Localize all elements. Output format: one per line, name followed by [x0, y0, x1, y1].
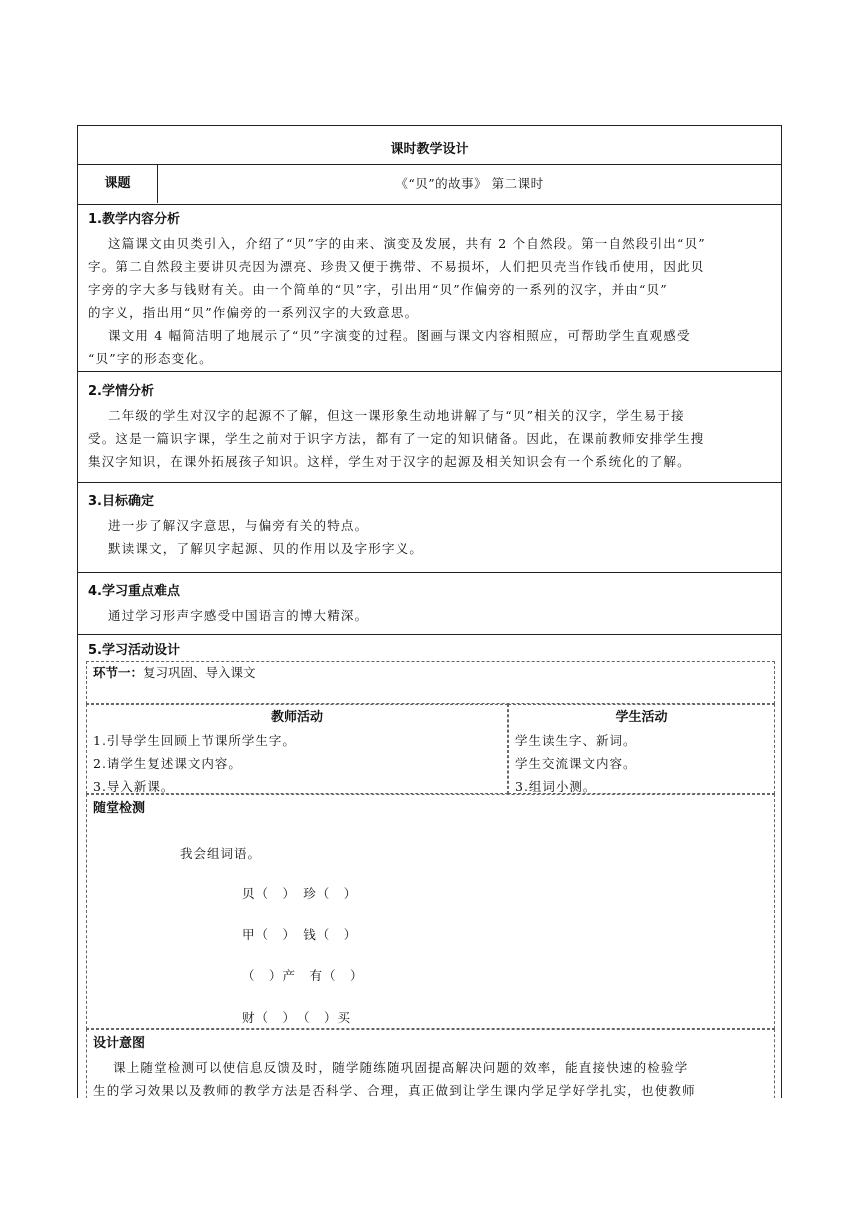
divider: [78, 482, 781, 483]
section-heading: 2.学情分析: [88, 384, 154, 399]
paragraph-line: 默读课文，了解贝字起源、贝的作用以及字形字义。: [108, 541, 424, 556]
paragraph-line: 生的学习效果以及教师的教学方法是否科学、合理，真正做到让学生课内学足学好学扎实，也使教师: [93, 1083, 696, 1098]
section-heading: 3.目标确定: [88, 494, 154, 509]
section-heading: 1.教学内容分析: [88, 212, 180, 227]
design-text: [87, 1056, 774, 1098]
section-goals: [78, 492, 781, 560]
section-heading: 5.学习活动设计: [88, 643, 180, 658]
paragraph-line: 字旁的字大多与钱财有关。由一个简单的“贝”字，引出用“贝”作偏旁的一系列的汉字，并由“贝”: [88, 282, 668, 297]
teacher-activity-item: 3.导入新课。: [93, 779, 175, 794]
divider: [78, 634, 781, 635]
document-title: 课时教学设计: [390, 142, 469, 157]
divider: [78, 204, 781, 205]
paragraph-line: “贝”字的形态变化。: [88, 351, 213, 366]
design-heading: 设计意图: [93, 1036, 146, 1051]
student-activity-cell: [508, 704, 775, 794]
quiz-box: [86, 794, 775, 1029]
paragraph-line: 课上随堂检测可以使信息反馈及时，随学随练随巩固提高解决问题的效率，能直接快速的检验学: [113, 1060, 689, 1075]
paragraph-line: 字。第二自然段主要讲贝壳因为漂亮、珍贵又便于携带、不易损坏，人们把贝壳当作钱币使用，因此贝: [88, 259, 705, 274]
stage-box: [86, 661, 775, 704]
student-activity-item: 3.组词小测。: [515, 779, 597, 794]
section-heading: 4.学习重点难点: [88, 584, 180, 599]
quiz-item: 甲（ ） 钱（ ）: [242, 927, 358, 942]
design-intent-box: [86, 1029, 775, 1098]
student-activity-item: 学生交流课文内容。: [515, 756, 637, 771]
paragraph-line: 进一步了解汉字意思，与偏旁有关的特点。: [108, 518, 369, 533]
student-activity-item: 学生读生字、新词。: [515, 733, 637, 748]
topic-label: 课题: [78, 164, 158, 203]
stage-title: [87, 662, 774, 684]
quiz-item: 财（ ） （ ）买: [242, 1010, 352, 1025]
teacher-activity-item: 2.请学生复述课文内容。: [93, 756, 242, 771]
paragraph-line: 受。这是一篇识字课，学生之前对于识字方法，都有了一定的知识储备。因此，在课前教师安排学生搜: [88, 431, 705, 446]
divider: [78, 572, 781, 573]
stage-text: 复习巩固、导入课文: [143, 665, 256, 680]
paragraph-line: 集汉字知识，在课外拓展孩子知识。这样，学生对于汉字的起源及相关知识会有一个系统化的了解。: [88, 454, 691, 469]
topic-value: 《“贝”的故事》 第二课时: [395, 176, 544, 191]
quiz-item: （ ）产 有（ ）: [242, 968, 364, 983]
lesson-plan-table: [77, 125, 782, 1098]
stage-label: 环节一：: [93, 665, 144, 680]
section-student-analysis: [78, 382, 781, 473]
divider: [78, 371, 781, 372]
paragraph-line: 课文用 4 幅简洁明了地展示了“贝”字演变的过程。图画与课文内容相照应，可帮助学生直观感受: [108, 328, 691, 343]
section-activity: [78, 641, 781, 661]
quiz-item: 贝（ ） 珍（ ）: [242, 886, 358, 901]
quiz-intro: 我会组词语。: [180, 846, 262, 861]
quiz-heading: 随堂检测: [93, 801, 146, 816]
paragraph-line: 这篇课文由贝类引入，介绍了“贝”字的由来、演变及发展，共有 2 个自然段。第一自然段引出“贝”: [108, 236, 706, 251]
teacher-activity-cell: [86, 704, 508, 794]
teacher-activity-item: 1.引导学生回顾上节课所学生字。: [93, 733, 296, 748]
paragraph-line: 的字义，指出用“贝”作偏旁的一系列汉字的大致意思。: [88, 305, 419, 320]
teacher-activity-header: 教师活动: [270, 710, 323, 725]
section-content-analysis: [78, 210, 781, 370]
student-activity-header: 学生活动: [615, 710, 668, 725]
paragraph-line: 通过学习形声字感受中国语言的博大精深。: [108, 608, 369, 623]
paragraph-line: 二年级的学生对汉字的起源不了解，但这一课形象生动地讲解了与“贝”相关的汉字，学生易于接: [108, 408, 685, 423]
section-key-points: [78, 582, 781, 627]
